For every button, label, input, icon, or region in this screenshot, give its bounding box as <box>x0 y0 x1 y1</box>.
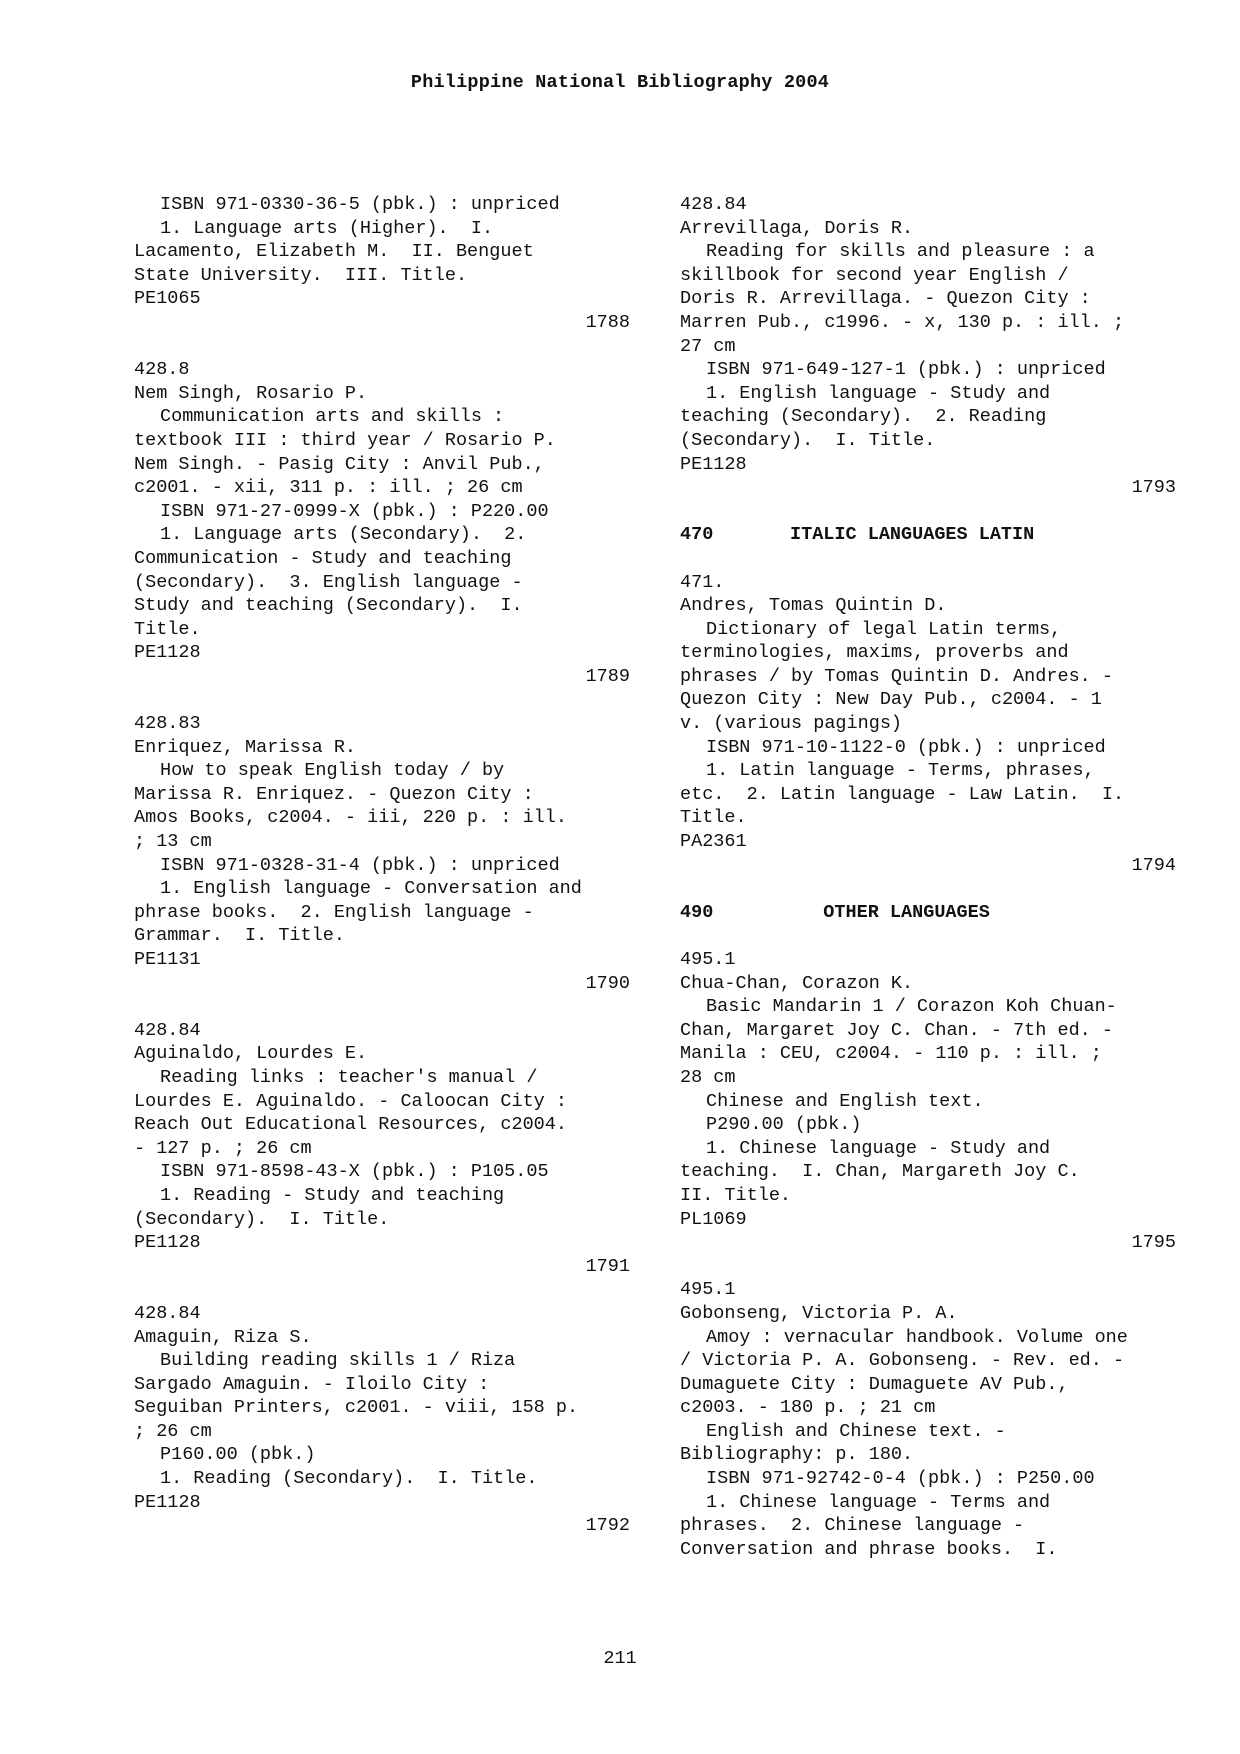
spacer <box>680 924 1200 948</box>
entry-line: II. Title. <box>680 1184 792 1206</box>
bibliographic-entry <box>680 193 1200 500</box>
entry-line: Dumaguete City : Dumaguete AV Pub., <box>680 1373 1069 1395</box>
entry-line: Building reading skills 1 / Riza <box>160 1350 516 1372</box>
entry-line: Amoy : vernacular handbook. Volume one <box>706 1326 1128 1348</box>
entry-number: 1791 <box>585 1255 630 1277</box>
entry-line: c2001. - xii, 311 p. : ill. ; 26 cm <box>134 477 523 499</box>
spacer <box>134 995 654 1019</box>
entry-line: Amaguin, Riza S. <box>134 1326 312 1348</box>
entry-line: phrases / by Tomas Quintin D. Andres. - <box>680 665 1113 687</box>
entry-line: Nem Singh. - Pasig City : Anvil Pub., <box>134 453 545 475</box>
entry-line: ; 13 cm <box>134 831 212 853</box>
bibliographic-entry <box>680 571 1200 878</box>
entry-line: PL1069 <box>680 1208 747 1230</box>
entry-line: phrase books. 2. English language - <box>134 901 534 923</box>
entry-line: Manila : CEU, c2004. - 110 p. : ill. ; <box>680 1043 1102 1065</box>
entry-line: P290.00 (pbk.) <box>706 1114 862 1136</box>
bibliographic-entry <box>134 1019 654 1279</box>
entry-line: Sargado Amaguin. - Iloilo City : <box>134 1373 490 1395</box>
entry-line: Lacamento, Elizabeth M. II. Benguet <box>134 241 534 263</box>
entry-line: ; 26 cm <box>134 1420 212 1442</box>
right-column <box>680 193 1200 1561</box>
entry-line: 428.84 <box>134 1302 201 1324</box>
entry-line: ISBN 971-27-0999-X (pbk.) : P220.00 <box>160 500 549 522</box>
entry-number: 1788 <box>585 311 630 333</box>
entry-line: 495.1 <box>680 1279 736 1301</box>
entry-line: ISBN 971-0330-36-5 (pbk.) : unpriced <box>160 194 560 215</box>
spacer <box>134 1278 654 1302</box>
entry-line: Seguiban Printers, c2001. - viii, 158 p. <box>134 1397 579 1419</box>
entry-line: ISBN 971-10-1122-0 (pbk.) : unpriced <box>706 736 1106 758</box>
entry-line: How to speak English today / by <box>160 760 505 782</box>
entry-line: P160.00 (pbk.) <box>160 1444 316 1466</box>
entry-line: Gobonseng, Victoria P. A. <box>680 1302 958 1324</box>
entry-line: (Secondary). 3. English language - <box>134 571 523 593</box>
entry-line: / Victoria P. A. Gobonseng. - Rev. ed. - <box>680 1350 1125 1372</box>
entry-line: 428.8 <box>134 359 190 381</box>
entry-line: 471. <box>680 571 725 593</box>
entry-line: c2003. - 180 p. ; 21 cm <box>680 1397 936 1419</box>
entry-line: 1. Reading - Study and teaching <box>160 1184 505 1206</box>
entry-line: terminologies, maxims, proverbs and <box>680 642 1069 664</box>
entry-line: Marissa R. Enriquez. - Quezon City : <box>134 783 534 805</box>
entry-line: Nem Singh, Rosario P. <box>134 382 368 404</box>
section-code: 470 <box>680 524 714 546</box>
entry-line: textbook III : third year / Rosario P. <box>134 429 556 451</box>
section-heading <box>680 901 1200 925</box>
entry-line: 27 cm <box>680 335 736 357</box>
entry-number: 1792 <box>585 1515 630 1537</box>
section-code: 490 <box>680 901 714 923</box>
entry-line: Basic Mandarin 1 / Corazon Koh Chuan- <box>706 996 1117 1018</box>
entry-line: Reading links : teacher's manual / <box>160 1066 538 1088</box>
entry-number: 1790 <box>585 972 630 994</box>
entry-line: 1. Chinese language - Study and <box>706 1137 1051 1159</box>
spacer <box>134 335 654 359</box>
entry-line: skillbook for second year English / <box>680 264 1069 286</box>
entry-line: PE1128 <box>134 1232 201 1254</box>
entry-line: 1. Latin language - Terms, phrases, <box>706 760 1095 782</box>
entry-line: Aguinaldo, Lourdes E. <box>134 1043 368 1065</box>
bibliographic-entry <box>680 948 1200 1255</box>
entry-line: 1. English language - Study and <box>706 382 1051 404</box>
bibliographic-entry <box>134 712 654 995</box>
entry-line: v. (various pagings) <box>680 713 903 735</box>
entry-line: Chinese and English text. <box>706 1090 984 1112</box>
entry-line: Dictionary of legal Latin terms, <box>706 618 1062 640</box>
entry-line: (Secondary). I. Title. <box>680 429 936 451</box>
entry-line: ISBN 971-649-127-1 (pbk.) : unpriced <box>706 359 1106 381</box>
page-number: 211 <box>603 1648 637 1669</box>
section-heading <box>680 523 1200 547</box>
entry-number: 1794 <box>1131 854 1176 876</box>
entry-line: Chua-Chan, Corazon K. <box>680 972 914 994</box>
entry-line: 428.84 <box>134 1019 201 1041</box>
entry-line: 1. English language - Conversation and <box>160 878 582 900</box>
entry-line: phrases. 2. Chinese language - <box>680 1515 1025 1537</box>
entry-line: Bibliography: p. 180. <box>680 1444 914 1466</box>
spacer <box>680 877 1200 901</box>
entry-line: teaching (Secondary). 2. Reading <box>680 406 1047 428</box>
entry-line: ISBN 971-92742-0-4 (pbk.) : P250.00 <box>706 1468 1095 1490</box>
entry-line: PE1128 <box>134 642 201 664</box>
entry-line: - 127 p. ; 26 cm <box>134 1137 312 1159</box>
entry-number: 1789 <box>585 665 630 687</box>
entry-line: 1. Language arts (Higher). I. <box>160 217 494 239</box>
section-title: ITALIC LANGUAGES LATIN <box>790 524 1035 546</box>
entry-line: Study and teaching (Secondary). I. <box>134 595 523 617</box>
entry-number: 1793 <box>1131 477 1176 499</box>
bibliographic-entry <box>134 358 654 688</box>
entry-number: 1795 <box>1131 1232 1176 1254</box>
left-column <box>134 193 654 1538</box>
entry-line: Title. <box>134 618 201 640</box>
entry-line: etc. 2. Latin language - Law Latin. I. <box>680 783 1125 805</box>
spacer <box>134 688 654 712</box>
spacer <box>680 1255 1200 1279</box>
entry-line: 428.83 <box>134 713 201 735</box>
entry-line: PE1065 <box>134 288 201 310</box>
page-header: Philippine National Bibliography 2004 <box>410 72 830 93</box>
bibliographic-entry <box>680 1278 1200 1561</box>
entry-line: 28 cm <box>680 1066 736 1088</box>
entry-line: PA2361 <box>680 831 747 853</box>
entry-line: ISBN 971-8598-43-X (pbk.) : P105.05 <box>160 1161 549 1183</box>
section-title: OTHER LANGUAGES <box>790 901 990 923</box>
entry-line: Quezon City : New Day Pub., c2004. - 1 <box>680 689 1102 711</box>
entry-line: English and Chinese text. - <box>706 1420 1006 1442</box>
entry-line: Chan, Margaret Joy C. Chan. - 7th ed. - <box>680 1019 1113 1041</box>
entry-line: Arrevillaga, Doris R. <box>680 217 914 239</box>
entry-line: ISBN 971-0328-31-4 (pbk.) : unpriced <box>160 854 560 876</box>
entry-line: Doris R. Arrevillaga. - Quezon City : <box>680 288 1091 310</box>
bibliographic-entry <box>134 1302 654 1538</box>
entry-line: Marren Pub., c1996. - x, 130 p. : ill. ; <box>680 311 1125 333</box>
spacer <box>680 547 1200 571</box>
entry-line: 495.1 <box>680 949 736 970</box>
entry-line: Reach Out Educational Resources, c2004. <box>134 1114 567 1136</box>
spacer <box>680 500 1200 524</box>
entry-line: 1. Language arts (Secondary). 2. <box>160 524 527 546</box>
entry-line: teaching. I. Chan, Margareth Joy C. <box>680 1161 1080 1183</box>
entry-line: Andres, Tomas Quintin D. <box>680 595 947 617</box>
entry-line: Lourdes E. Aguinaldo. - Caloocan City : <box>134 1090 567 1112</box>
entry-line: PE1128 <box>134 1491 201 1513</box>
entry-line: Grammar. I. Title. <box>134 925 345 947</box>
entry-line: (Secondary). I. Title. <box>134 1208 390 1230</box>
entry-line: Title. <box>680 807 747 829</box>
entry-line: Reading for skills and pleasure : a <box>706 241 1095 263</box>
entry-line: 1. Chinese language - Terms and <box>706 1491 1051 1513</box>
entry-line: Communication arts and skills : <box>160 406 505 428</box>
bibliographic-entry <box>134 193 654 335</box>
entry-line: Amos Books, c2004. - iii, 220 p. : ill. <box>134 807 567 829</box>
entry-line: Enriquez, Marissa R. <box>134 736 357 758</box>
entry-line: PE1131 <box>134 949 201 970</box>
entry-line: State University. III. Title. <box>134 264 468 286</box>
entry-line: Communication - Study and teaching <box>134 547 512 569</box>
entry-line: PE1128 <box>680 453 747 475</box>
entry-line: Conversation and phrase books. I. <box>680 1538 1058 1560</box>
entry-line: 1. Reading (Secondary). I. Title. <box>160 1468 538 1490</box>
entry-line: 428.84 <box>680 194 747 215</box>
